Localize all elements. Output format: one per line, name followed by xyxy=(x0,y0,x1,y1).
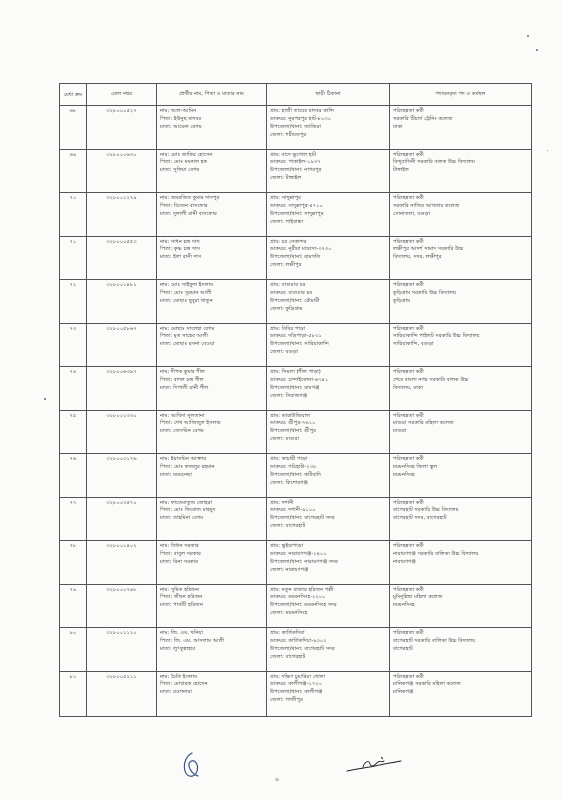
father-name: পিতা: মৃত সাহেব আলী xyxy=(160,333,208,340)
table-row xyxy=(60,454,532,498)
address-upazila: উপজেলা/থানা: রায়গঞ্জ xyxy=(270,384,320,391)
workplace-line-2: বাগেরহাট সদর, বাগেরহাট xyxy=(393,515,447,522)
cell-candidate xyxy=(157,628,267,672)
address-upazila: উপজেলা/থানা: বাগেরহাট সদর xyxy=(270,645,335,652)
workplace-line-2: ঢাকা xyxy=(393,123,403,130)
cell-roll xyxy=(87,410,157,454)
serial-number: ৭৯ xyxy=(69,586,77,593)
address-upazila: উপজেলা/থানা: শ্রীপুর xyxy=(270,428,317,435)
serial-number: ৭১ xyxy=(69,238,77,245)
scan-speck xyxy=(536,49,538,51)
table-row xyxy=(60,541,532,585)
cell-candidate xyxy=(157,497,267,541)
address-upazila: উপজেলা/থানা: সাদুল্লাপুর xyxy=(270,210,324,217)
workplace-line-1: বাগেরহাট সরকারি বালিকা উচ্চ বিদ্যালয় xyxy=(393,637,476,644)
mother-name: মাতা: রিনা সরকার xyxy=(160,558,199,565)
cell-posting xyxy=(390,584,532,628)
cell-serial xyxy=(60,280,87,324)
address-upazila: উপজেলা/থানা: সারিয়াকান্দি xyxy=(270,341,329,348)
cell-roll xyxy=(87,367,157,411)
cell-candidate xyxy=(157,193,267,237)
post-title: পরিচ্ছন্নতা কর্মী xyxy=(393,151,424,158)
address-district: জেলা: টাঙ্গাইল xyxy=(270,175,302,182)
cell-candidate xyxy=(157,236,267,280)
address-post-office: ডাকঘর: ময়মনসিংহ-২২০০ xyxy=(270,594,326,601)
serial-number: ৭৬ xyxy=(69,456,77,462)
roll-number: ৩২৮০০১৪৮১ xyxy=(106,282,137,288)
father-name: পিতা: মোঃ ময়নাল হক xyxy=(160,159,208,166)
table-row xyxy=(60,106,532,150)
candidate-name: নাম: চৈতি ইসলাম xyxy=(160,673,198,680)
address-district: জেলা: লক্ষীপুর xyxy=(270,262,302,269)
cell-serial xyxy=(60,236,87,280)
address-district: জেলা: গাইবান্ধা xyxy=(270,218,304,225)
cell-candidate xyxy=(157,280,267,324)
candidate-name: নাম: মোঃ জাকির হোসেন xyxy=(160,151,213,158)
address-upazila: উপজেলা/থানা: কটিয়াদি xyxy=(270,471,321,478)
cell-candidate xyxy=(157,671,267,717)
post-title: পরিচ্ছন্নতা কর্মী xyxy=(393,108,424,114)
cell-serial xyxy=(60,541,87,585)
signature-left xyxy=(178,750,208,782)
mother-name: মাতা: দিপালী রানী শীল xyxy=(160,384,209,391)
cell-roll xyxy=(87,541,157,585)
cell-candidate xyxy=(157,410,267,454)
address-district: জেলা: সিরাজগঞ্জ xyxy=(270,392,308,399)
cell-posting xyxy=(390,149,532,193)
address-upazila: উপজেলা/থানা: কালীগঞ্জ xyxy=(270,689,323,696)
candidate-name: নাম: মোছাঃ সালেহা বেগম xyxy=(160,325,215,332)
cell-roll xyxy=(87,280,157,324)
address-upazila: উপজেলা/থানা: রামগতি xyxy=(270,254,321,261)
cell-roll xyxy=(87,149,157,193)
table-row xyxy=(60,149,532,193)
address-district: জেলা: নারায়ণগঞ্জ xyxy=(270,566,309,573)
serial-number: ৭৩ xyxy=(69,325,77,332)
serial-number: ৭৭ xyxy=(69,499,77,506)
workplace-line-2: ময়মনসিংহ xyxy=(393,602,415,609)
cell-candidate xyxy=(157,454,267,498)
cell-posting xyxy=(390,323,532,367)
cell-candidate xyxy=(157,584,267,628)
cell-posting xyxy=(390,454,532,498)
address-post-office: ডাকঘর: দড়িপাড়া-৫৮৩১ xyxy=(270,333,322,340)
table-row xyxy=(60,584,532,628)
address-village: গ্রাম: দশানী xyxy=(270,499,294,506)
address-district: জেলা: বাগেরহাট xyxy=(270,523,306,530)
workplace-line-1: লক্ষীপুর আদর্শ সামাদ সরকারি উচ্চ xyxy=(393,246,464,253)
header-serial: মেধা ক্রম xyxy=(60,84,87,106)
address-upazila: উপজেলা/থানা: জাজিরা xyxy=(270,123,321,130)
address-village: গ্রাম: কাচারী পাড়া xyxy=(270,456,308,462)
cell-roll xyxy=(87,628,157,672)
address-post-office: ডাকঘর: বাগুয়ার চর xyxy=(270,289,313,296)
cell-posting xyxy=(390,280,532,324)
header-address: স্থায়ী ঠিকানা xyxy=(267,84,390,106)
page-number: ৬ xyxy=(275,776,279,783)
roll-number: ৩২৮০০০৬৩০ xyxy=(106,151,137,158)
candidate-name: নাম: দীপক কুমার শীল xyxy=(160,369,205,375)
workplace-line-1: নারায়ণগঞ্জ সরকারি বালিকা উচ্চ বিদ্যালয় xyxy=(393,550,479,557)
roll-number: ৩২৮০০০৫২৭ xyxy=(106,108,137,114)
address-village: গ্রাম: বাদে ভুগোল হাট xyxy=(270,151,316,158)
roll-number: ৩২৮০০০৫৫৩ xyxy=(106,238,137,245)
address-district: জেলা: কিশোরগঞ্জ xyxy=(270,479,308,486)
mother-name: মাতা: দুলালী রানী বাসফোর xyxy=(160,210,217,217)
father-name: পিতা: ইউনুছ মাদবর xyxy=(160,115,202,122)
cell-posting xyxy=(390,106,532,150)
father-name: পিতা: মোবারক হোসেন xyxy=(160,681,208,688)
workplace-line-1: বাগেরহাট সরকারি উচ্চ বিদ্যালয় xyxy=(393,507,459,514)
father-name: পিতা: জীবন হরিজন xyxy=(160,594,203,601)
cell-address xyxy=(267,671,390,717)
father-name: পিতা: বিজেন বাসফোর xyxy=(160,202,208,209)
cell-roll xyxy=(87,671,157,717)
address-district: জেলা: ময়মনসিংহ xyxy=(270,610,308,617)
address-village: গ্রাম: কার্তিকদিয়া xyxy=(270,630,305,636)
workplace-line-1: মাগুরা সরকারি মহিলা কলেজ xyxy=(393,420,454,427)
cell-address xyxy=(267,541,390,585)
workplace-line-2: টাঙ্গাইল xyxy=(393,167,409,174)
workplace-line-2: মাগুরা xyxy=(393,428,407,435)
cell-address xyxy=(267,280,390,324)
mother-name: মাতা: তাহমিনা বেগম xyxy=(160,515,204,522)
address-upazila: উপজেলা/থানা: রৌমারী xyxy=(270,297,320,304)
candidate-name: নাম: সুমিত হরিজন xyxy=(160,586,200,593)
header-posting: পদায়নকৃত পদ ও কর্মস্থল xyxy=(390,84,532,106)
cell-roll xyxy=(87,236,157,280)
cell-candidate xyxy=(157,367,267,411)
cell-address xyxy=(267,193,390,237)
mother-name: মাতা: ইলা রানী দাস xyxy=(160,254,202,261)
workplace-line-2: সারিয়াকান্দি, বগুড়া xyxy=(393,341,434,348)
mother-name: মাতা: আমেনা বেগম xyxy=(160,123,202,130)
candidate-name: নাম: আবিদা সুলতানা xyxy=(160,412,205,419)
serial-number: ৭৫ xyxy=(69,412,77,419)
mother-name: মাতা: মোছাঃ ছুবুরা খাতুন xyxy=(160,297,213,304)
address-district: জেলা: বগুড়া xyxy=(270,349,299,356)
father-name: পিতা: মোঃ সুরমান আলী xyxy=(160,289,212,296)
cell-candidate xyxy=(157,541,267,585)
cell-address xyxy=(267,628,390,672)
post-title: পরিচ্ছন্নতা কর্মী xyxy=(393,673,424,680)
table-row xyxy=(60,323,532,367)
cell-roll xyxy=(87,454,157,498)
roll-number: ৩২৮০০৫৮৬৭ xyxy=(106,325,137,332)
cell-posting xyxy=(390,367,532,411)
appointment-table xyxy=(59,83,532,717)
address-upazila: উপজেলা/থানা: ময়মনসিংহ সদর xyxy=(270,602,337,609)
post-title: পরিচ্ছন্নতা কর্মী xyxy=(393,195,424,201)
roll-number: ৩২৮০০৫২১১ xyxy=(106,673,137,680)
post-title: পরিচ্ছন্নতা কর্মী xyxy=(393,238,424,245)
cell-posting xyxy=(390,236,532,280)
candidate-name: নাম: মোঃ সাইফুল ইসলাম xyxy=(160,282,214,288)
signature-right xyxy=(345,755,405,777)
cell-address xyxy=(267,367,390,411)
address-post-office: ডাকঘর: গচিহাটা-২৩৮ xyxy=(270,463,317,470)
father-name: পিতা: বাবুল সরকার xyxy=(160,550,201,557)
address-upazila: উপজেলা/থানা: বাগেরহাট সদর xyxy=(270,515,335,522)
cell-posting xyxy=(390,410,532,454)
serial-number: ৭০ xyxy=(69,195,77,201)
workplace-line-1: মানিকগঞ্জ সরকারি মহিলা কলেজ xyxy=(393,681,461,688)
table-header-row xyxy=(60,84,532,106)
table-row xyxy=(60,628,532,672)
post-title: পরিচ্ছন্নতা কর্মী xyxy=(393,543,424,549)
candidate-name: নাম: সাধন চন্দ্র দাস xyxy=(160,238,200,245)
cell-serial xyxy=(60,628,87,672)
cell-serial xyxy=(60,497,87,541)
cell-roll xyxy=(87,497,157,541)
post-title: পরিচ্ছন্নতা কর্মী xyxy=(393,325,424,332)
workplace-line-1: কুড়িগ্রাম সরকারি উচ্চ বিদ্যালয় xyxy=(393,289,457,296)
father-name: পিতা: মোঃ ফিরোজ মাহমুদ xyxy=(160,507,216,514)
post-title: পরিচ্ছন্নতা কর্মী xyxy=(393,499,424,506)
cell-address xyxy=(267,106,390,150)
mother-name: মাতা: জেসমিন বেগম xyxy=(160,428,204,435)
workplace-line-2: নারায়ণগঞ্জ xyxy=(393,558,416,565)
roll-number: ৩২৮০০১৪০২ xyxy=(106,543,137,549)
post-title: পরিচ্ছন্নতা কর্মী xyxy=(393,586,424,593)
serial-number: ৬৮ xyxy=(69,108,77,114)
candidate-name: নাম: অমরজিত কুমার দাসপুর xyxy=(160,195,220,201)
cell-serial xyxy=(60,323,87,367)
address-post-office: ডাকঘর: নারায়ণগঞ্জ-১৪০০ xyxy=(270,550,327,557)
table-row xyxy=(60,410,532,454)
table-row xyxy=(60,193,532,237)
candidate-name: নাম: বিধান সরকার xyxy=(160,543,199,549)
address-village: গ্রাম: চর সেকান্দর xyxy=(270,238,307,245)
table-row xyxy=(60,497,532,541)
workplace-line-2: কুড়িগ্রাম xyxy=(393,297,411,304)
cell-serial xyxy=(60,367,87,411)
post-title: পরিচ্ছন্নতা কর্মী xyxy=(393,412,424,419)
workplace-line-1: সরকারি টিচার্স ট্রেনিং কলেজ xyxy=(393,115,453,122)
mother-name: মাতা: রওশনারা xyxy=(160,689,192,696)
scan-speck xyxy=(527,35,529,37)
serial-number: ৭৪ xyxy=(69,369,77,375)
address-village: গ্রাম: নতুন বাজার হরিজন পল্লী xyxy=(270,586,334,593)
workplace-line-2: সোনাতলা, বগুড়া xyxy=(393,210,430,217)
cell-roll xyxy=(87,106,157,150)
cell-posting xyxy=(390,628,532,672)
cell-serial xyxy=(60,584,87,628)
serial-number: ৮১ xyxy=(69,673,77,680)
address-post-office: ডাকঘর: নুরপরপুর হাট-৮০৩০ xyxy=(270,115,332,122)
address-post-office: ডাকঘর: সাদুল্লাপুর-৫৭১০ xyxy=(270,202,323,209)
cell-posting xyxy=(390,193,532,237)
post-title: পরিচ্ছন্নতা কর্মী xyxy=(393,369,424,375)
address-district: জেলা: গাজীপুর xyxy=(270,697,303,704)
cell-serial xyxy=(60,106,87,150)
address-district: জেলা: কুড়িগ্রাম xyxy=(270,305,303,312)
scan-speck xyxy=(547,150,548,151)
workplace-line-2: মানিকগঞ্জ xyxy=(393,689,414,696)
cell-posting xyxy=(390,671,532,717)
scan-speck xyxy=(44,398,46,400)
serial-number: ৬৯ xyxy=(69,151,77,158)
roll-number: ৩২৮০০০৭৪৮ xyxy=(106,586,137,593)
address-post-office: ডাকঘর: কার্তিকদিয়া-৯৩০২ xyxy=(270,637,327,644)
father-name: পিতা: বাদল চন্দ্র শীল xyxy=(160,376,204,383)
cell-roll xyxy=(87,584,157,628)
cell-address xyxy=(267,584,390,628)
roll-number: ৩২৮০০৩১৭৬ xyxy=(106,456,137,462)
cell-address xyxy=(267,454,390,498)
candidate-name: নাম: জি. এম. খনিয়া xyxy=(160,630,203,636)
workplace-line-1: ময়মনসিংহ জিলা স্কুল xyxy=(393,463,438,470)
workplace-line-2: ময়মনসিংহ xyxy=(393,471,415,478)
workplace-line-1: মুমিনুন্নিছা মহিলা কলেজ xyxy=(393,594,443,601)
cell-address xyxy=(267,149,390,193)
cell-address xyxy=(267,497,390,541)
cell-posting xyxy=(390,497,532,541)
cell-serial xyxy=(60,193,87,237)
address-post-office: ডাকঘর: কালীগঞ্জ-১৭২০ xyxy=(270,681,323,688)
workplace-line-1: শেরে বাংলা নগর সরকারি বালক উচ্চ xyxy=(393,376,469,383)
cell-roll xyxy=(87,323,157,367)
serial-number: ৭৮ xyxy=(69,543,77,549)
mother-name: মাতা: ময়মনেছা xyxy=(160,471,192,478)
father-name: পিতা: শেখ আজিজুল ইসলাম xyxy=(160,420,221,427)
post-title: পরিচ্ছন্নতা কর্মী xyxy=(393,456,424,462)
candidate-name: নাম: আল-আমিন xyxy=(160,108,197,114)
cell-posting xyxy=(390,541,532,585)
cell-candidate xyxy=(157,323,267,367)
address-village: গ্রাম: দক্ষিণ চুয়ারিয়া খোলা xyxy=(270,673,326,680)
cell-candidate xyxy=(157,149,267,193)
cell-serial xyxy=(60,454,87,498)
roll-number: ৩২৮০০১১২০ xyxy=(106,630,137,636)
address-village: গ্রাম: সিমলা (শীল পাড়া) xyxy=(270,369,321,375)
address-village: গ্রাম: সাদুল্লাপুর xyxy=(270,195,301,201)
address-post-office: ডাকঘর: দশানী-৯১০০ xyxy=(270,507,316,514)
address-village: গ্রাম: বিবির পাড়া xyxy=(270,325,306,332)
address-district: জেলা: মাগুরা xyxy=(270,436,299,443)
address-upazila: উপজেলা/থানা: নারায়ণগঞ্জ সদর xyxy=(270,558,338,565)
address-post-office: ডাকঘর: নুরীয়া মাদ্রাসা-৩৭৩০ xyxy=(270,246,332,253)
roll-number: ৩২৮০০১৩৩০ xyxy=(106,412,137,419)
father-name: পিতা: কৃষ্ণ চন্দ্র দাস xyxy=(160,246,200,253)
workplace-line-1: সরকারি নাজির আখতার কলেজ xyxy=(393,202,460,209)
cell-roll xyxy=(87,193,157,237)
workplace-line-1: সারিয়াকান্দি পাইলট সরকারি উচ্চ বিদ্যালয় xyxy=(393,333,480,340)
father-name: পিতা: মোঃ ফজলুর রহমান xyxy=(160,463,215,470)
workplace-line-2: বাগেরহাট xyxy=(393,645,413,652)
cell-address xyxy=(267,323,390,367)
table-row xyxy=(60,280,532,324)
roll-number: ৩২৮০০৬৩৯৭ xyxy=(106,369,137,375)
address-village: গ্রাম: তারাউজিয়াল xyxy=(270,412,311,419)
candidate-name: নাম: ইয়াসমিন আক্তার xyxy=(160,456,207,462)
serial-number: ৭২ xyxy=(69,282,77,288)
header-candidate: প্রার্থীর নাম, পিতা ও মাতার নাম xyxy=(157,84,267,106)
mother-name: মাতা: সুফিয়া বেগম xyxy=(160,167,200,174)
cell-serial xyxy=(60,149,87,193)
mother-name: মাতা: পার্বতী হরিজন xyxy=(160,602,203,609)
serial-number: ৮০ xyxy=(69,630,77,636)
workplace-line-2: বিদ্যালয়, ঢাকা xyxy=(393,384,423,391)
address-upazila: উপজেলা/থানা: নাগরপুর xyxy=(270,167,322,174)
post-title: পরিচ্ছন্নতা কর্মী xyxy=(393,630,424,636)
header-roll: রোল নম্বর xyxy=(87,84,157,106)
table-row xyxy=(60,367,532,411)
workplace-line-2: বিদ্যালয়, সদর, লক্ষীপুর xyxy=(393,254,442,261)
address-district: জেলা: শরীয়তপুর xyxy=(270,131,307,138)
candidate-name: নাম: ফাতেমাতুজ জোহরা xyxy=(160,499,213,506)
workplace-line-1: বিন্দুবাসিনী সরকারি বালক উচ্চ বিদ্যালয় xyxy=(393,159,475,166)
address-village: গ্রাম: হাজী তায়ের মাদবর কান্দি xyxy=(270,108,334,114)
table-row xyxy=(60,671,532,717)
cell-address xyxy=(267,410,390,454)
father-name: পিতা: জি. এম. আসলাম আলী xyxy=(160,637,225,644)
address-district: জেলা: বাগেরহাট xyxy=(270,653,306,660)
mother-name: মাতা: মোছাঃ রসনা বেওয়া xyxy=(160,341,215,348)
address-village: গ্রাম: ভুইয়াপাড়া xyxy=(270,543,304,549)
roll-number: ৩২৮০০৩৫৭০ xyxy=(106,499,137,506)
table-row xyxy=(60,236,532,280)
mother-name: মাতা: লুৎফুন্নাহার xyxy=(160,645,196,652)
address-post-office: ডাকঘর: পাকাইল-১৯৩৭ xyxy=(270,159,321,166)
cell-address xyxy=(267,236,390,280)
address-village: গ্রাম: বাগুয়ার চর xyxy=(270,282,306,288)
cell-candidate xyxy=(157,106,267,150)
post-title: পরিচ্ছন্নতা কর্মী xyxy=(393,282,424,288)
address-post-office: ডাকঘর: চান্দাইকোনা-৬৭৪১ xyxy=(270,376,329,383)
address-post-office: ডাকঘর: শ্রীপুর-৭৬১০ xyxy=(270,420,316,427)
roll-number: ৩২৮০০১২৭৯ xyxy=(106,195,137,201)
cell-serial xyxy=(60,410,87,454)
cell-serial xyxy=(60,671,87,717)
